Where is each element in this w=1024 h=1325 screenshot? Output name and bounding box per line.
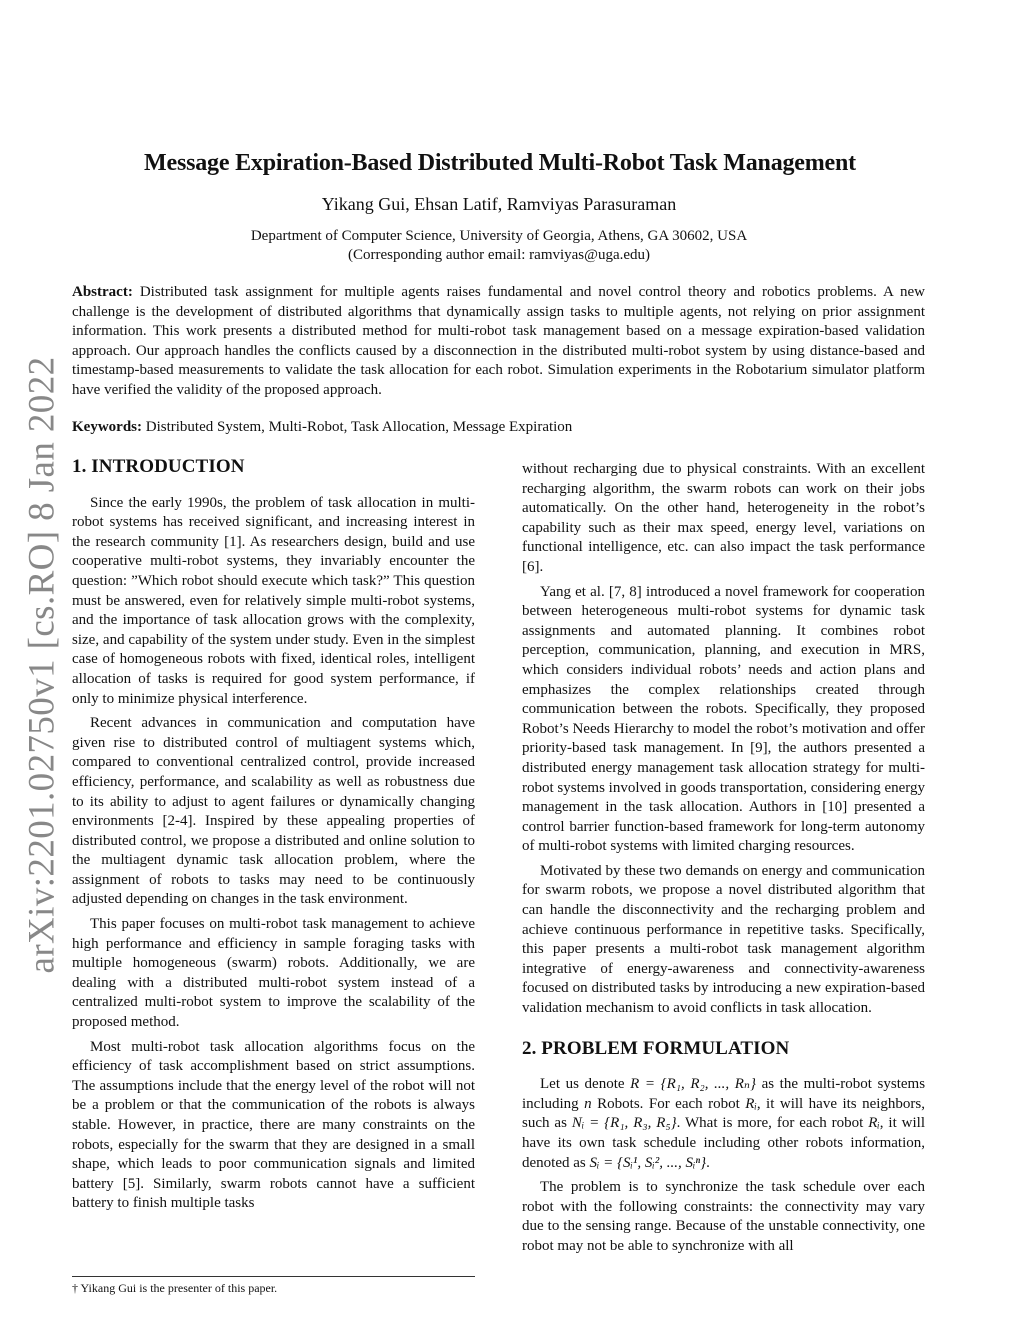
paragraph-problem: Let us denote R = {R₁, R₂, ..., Rₙ} as the multi-robot systems including n Robots. For each robot Rᵢ, it will have its neighbors, such as Nᵢ = {R₁, R₃, R₅}. What is more, for each robot Rᵢ, it will have its own task schedule including other robots information, denoted as Sᵢ = {Sᵢ¹, Sᵢ², ..., Sᵢⁿ}. — [522, 1076, 926, 1171]
paragraph: This paper focuses on multi-robot task management to achieve high performance and efficiency in sample foraging tasks with multiple homogeneous (swarm) robots. Additionally, we are dealing with a distributed multi-robot system instead of a centralized multi-robot system to improve the scalability of the proposed method. — [72, 916, 475, 1031]
footnote-divider — [72, 1276, 475, 1277]
paper-authors: Yikang Gui, Ehsan Latif, Ramviyas Parasuraman — [321, 194, 677, 214]
paragraph: Recent advances in communication and computation have given rise to distributed control of multiagent systems which, compared to conventional centralized control, provide increased efficiency, performance, and scalability as well as robustness due to its ability to adjust to agent failures or dynamically changing environments [2-4]. Inspired by these appealing properties of distributed control, we propose a distributed and online solution to the multiagent dynamic task allocation problem, where the assignment of robots to tasks may need to be continuously adjusted depending on changes in the task environment. — [72, 715, 475, 908]
paragraph: Most multi-robot task allocation algorithms focus on the efficiency of task accomplishment based on strict assumptions. The assumptions include that the energy level of the robot will not be a problem or that the communication of the robots is always stable. However, in practice, there are many constraints on the robots, especially for the swarm that they are designed in a small shape, which leads to poor communication signals and limited battery [5]. Similarly, swarm robots cannot have a sufficient battery to finish multiple tasks — [72, 1038, 475, 1212]
abstract-label: Abstract: — [72, 284, 133, 300]
math-neighbors: Nᵢ = {R₁, R₃, R₅} — [571, 1115, 677, 1132]
paragraph: Yang et al. [7, 8] introduced a novel framework for cooperation between heterogeneous multi-robot systems for dynamic task assignments and automated planning. It combines robot perception, communication, planning, and execution in MRS, which considers individual robots’ needs and action plans and emphasizes the complex relationships created through communication between the robots. Specifically, they proposed Robot’s Needs Hierarchy to model the robot’s motivation and offer priority-based task management. In [9], the authors presented a distributed energy management task allocation strategy for multi-robot systems involved in goods transportation, considering energy management in the task allocation. Authors in [10] presented a control barrier function-based framework for long-term autonomy of multi-robot systems with limited charging resources. — [522, 583, 926, 855]
paragraph: Motivated by these two demands on energy and communication for swarm robots, we propose a novel distributed algorithm that can handle the disconnectivity and the recharging problem and achieve continuous performance in repetitive tasks. Specifically, this paper presents a multi-robot task management algorithm integrative of energy-awareness and connectivity-awareness focused on distributed tasks by introducing a new expiration-based validation mechanism to avoid conflicts in task allocation. — [522, 862, 925, 1017]
arxiv-stamp-text: arXiv:2201.02750v1 [cs.RO] 8 Jan 2022 — [21, 356, 63, 974]
right-column — [522, 460, 925, 1257]
corresponding-email: (Corresponding author email: ramviyas@uga.edu) — [347, 247, 651, 263]
affiliation: Department of Computer Science, University of Georgia, Athens, GA 30602, USA — [250, 228, 748, 244]
paragraph: The problem is to synchronize the task schedule over each robot with the following constraints: the connectivity may vary due to the sensing range. Because of the unstable connectivity, one robot may not be able to synchronize with all — [522, 1179, 925, 1254]
footnote: † Yikang Gui is the presenter of this paper. — [72, 1281, 278, 1295]
paper-title: Message Expiration-Based Distributed Multi-Robot Task Management — [144, 150, 856, 176]
left-column — [72, 457, 475, 1214]
keywords-label: Keywords: — [72, 419, 142, 435]
math-ri: Rᵢ — [745, 1095, 757, 1112]
abstract — [72, 283, 925, 401]
math-n: n — [584, 1095, 592, 1112]
section-heading-introduction: 1. INTRODUCTION — [72, 456, 245, 477]
section-heading-problem-formulation: 2. PROBLEM FORMULATION — [522, 1037, 790, 1059]
paragraph: Since the early 1990s, the problem of task allocation in multi-robot systems has received significant, and increasing interest in the research community [1]. As researchers design, build and use cooperative multi-robot systems, they invariably encounter the question: ”Which robot should execute which task?” This question must be answered, even for relatively simple multi-robot systems, and the importance of task allocation grows with the complexity, size, and capability of the system under study. Even in the simplest case of homogeneous robots with fixed, identical roles, intelligent allocation of tasks is required for good system performance, if only to minimize physical interference. — [72, 494, 475, 707]
paragraph: without recharging due to physical constraints. With an excellent recharging algorithm, the swarm robots can work on their jobs automatically. On the other hand, heterogeneity in the robot’s capability such as their max speed, energy level, variations on functional intelligence, etc. can also impact the task performance [6]. — [522, 461, 925, 575]
keywords — [72, 418, 925, 437]
abstract-text: Distributed task assignment for multiple agents raises fundamental and novel control theory and robotics problems. A new challenge is the development of distributed algorithms that dynamically assign tasks to multiple agents, not relying on prior assignment information. This work presents a distributed method for multi-robot task management based on a message expiration-based validation approach. Our approach handles the conflicts caused by a disconnection in the distributed multi-robot system by using distance-based and timestamp-based measurements to validate the task allocation for each robot. Simulation experiments in the Robotarium simulator platform have verified the validity of the proposed approach. — [72, 284, 926, 398]
keywords-text: Distributed System, Multi-Robot, Task Allocation, Message Expiration — [145, 419, 573, 435]
affiliation-block — [0, 227, 998, 265]
math-robot-set: R = {R₁, R₂, ..., Rₙ} — [630, 1076, 756, 1093]
math-ri: Rᵢ — [868, 1115, 880, 1132]
math-schedule: Sᵢ = {Sᵢ¹, Sᵢ², ..., Sᵢⁿ} — [589, 1154, 707, 1171]
